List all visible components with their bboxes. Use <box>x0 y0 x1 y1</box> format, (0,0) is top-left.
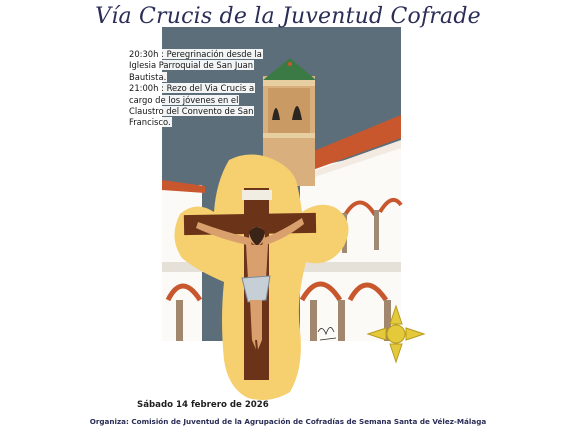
schedule-item-first: 20:30h : Peregrinación desde la Iglesia Parroquial de San Juan Bautista. <box>129 49 262 82</box>
event-date: Sábado 14 febrero de 2026 <box>137 400 269 410</box>
poster-title: Vía Crucis de la Juventud Cofrade <box>95 4 481 29</box>
organizer-credit: Organiza: Comisión de Juventud de la Agrupación de Cofradías de Semana Santa de Vélez-Málaga <box>89 417 487 426</box>
schedule-item-second: 21:00h : Rezo del Via Crucis a cargo de los jóvenes en el Claustro del Convento de San Francisco. <box>129 83 255 128</box>
schedule-block <box>128 49 268 129</box>
